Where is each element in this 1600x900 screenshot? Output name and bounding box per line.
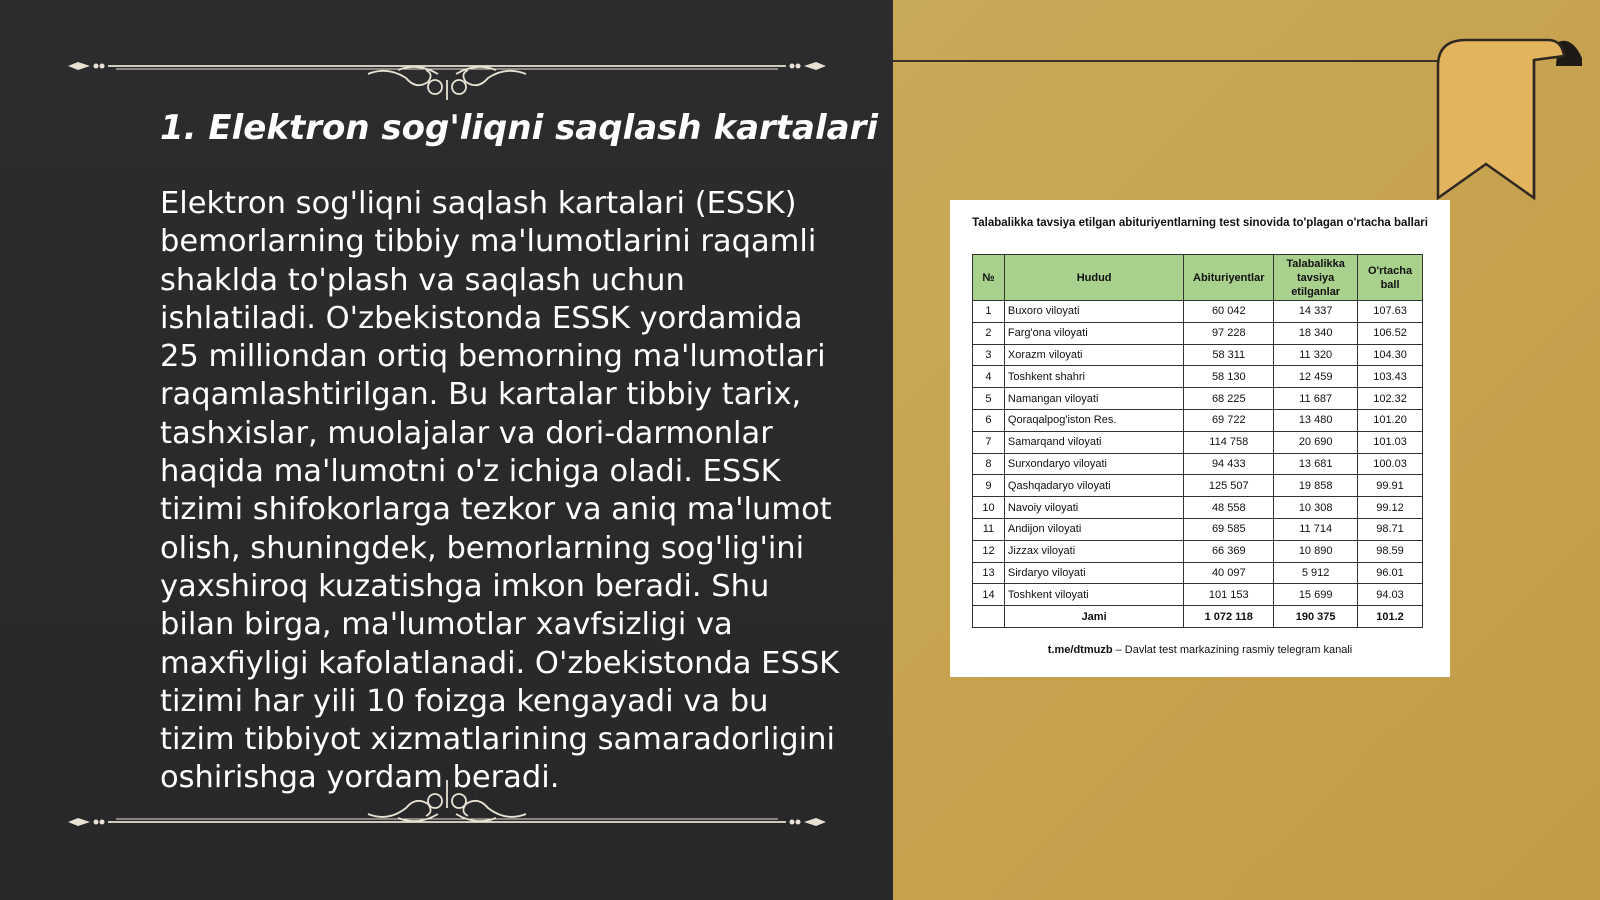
table-row bbox=[973, 409, 1423, 431]
telegram-link[interactable]: t.me/dtmuzb bbox=[1047, 644, 1113, 656]
table-cell: 98.71 bbox=[1358, 518, 1423, 540]
col-header-applicants: Abituriyentlar bbox=[1184, 255, 1274, 301]
table-cell: 60 042 bbox=[1184, 301, 1274, 323]
table-cell: 14 337 bbox=[1274, 301, 1358, 323]
col-header-region: Hudud bbox=[1004, 255, 1183, 301]
table-cell: 104.30 bbox=[1358, 344, 1423, 366]
table-row bbox=[973, 366, 1423, 388]
table-cell: Qoraqalpog'iston Res. bbox=[1004, 409, 1183, 431]
table-cell: Andijon viloyati bbox=[1004, 518, 1183, 540]
table-cell: 101 153 bbox=[1184, 584, 1274, 606]
table-cell: 69 585 bbox=[1184, 518, 1274, 540]
table-cell: 99.12 bbox=[1358, 497, 1423, 519]
total-cell: 1 072 118 bbox=[1184, 606, 1274, 628]
table-cell: 40 097 bbox=[1184, 562, 1274, 584]
table-cell: Toshkent shahri bbox=[1004, 366, 1183, 388]
table-cell: 11 687 bbox=[1274, 388, 1358, 410]
col-header-number: № bbox=[973, 255, 1005, 301]
table-cell: 5 bbox=[973, 388, 1005, 410]
total-cell bbox=[973, 606, 1005, 628]
table-cell: Toshkent viloyati bbox=[1004, 584, 1183, 606]
col-header-average: O'rtacha ball bbox=[1358, 255, 1423, 301]
table-cell: 7 bbox=[973, 431, 1005, 453]
table-cell: 1 bbox=[973, 301, 1005, 323]
table-cell: Samarqand viloyati bbox=[1004, 431, 1183, 453]
table-cell: 101.03 bbox=[1358, 431, 1423, 453]
table-row bbox=[973, 540, 1423, 562]
table-cell: Jizzax viloyati bbox=[1004, 540, 1183, 562]
table-cell: 96.01 bbox=[1358, 562, 1423, 584]
table-cell: 2 bbox=[973, 322, 1005, 344]
col-header-recommended: Talabalikka tavsiya etilganlar bbox=[1274, 255, 1358, 301]
table-cell: 10 890 bbox=[1274, 540, 1358, 562]
table-cell: 103.43 bbox=[1358, 366, 1423, 388]
table-cell: 94 433 bbox=[1184, 453, 1274, 475]
table-cell: 19 858 bbox=[1274, 475, 1358, 497]
table-cell: 101.20 bbox=[1358, 409, 1423, 431]
table-cell: 99.91 bbox=[1358, 475, 1423, 497]
table-cell: 58 311 bbox=[1184, 344, 1274, 366]
table-title: Talabalikka tavsiya etilgan abituriyentlarning test sinovida to'plagan o'rtacha ballari bbox=[972, 217, 1428, 229]
table-cell: 106.52 bbox=[1358, 322, 1423, 344]
table-row bbox=[973, 475, 1423, 497]
table-cell: 6 bbox=[973, 409, 1005, 431]
table-cell: 94.03 bbox=[1358, 584, 1423, 606]
table-cell: 18 340 bbox=[1274, 322, 1358, 344]
table-cell: 107.63 bbox=[1358, 301, 1423, 323]
table-cell: 114 758 bbox=[1184, 431, 1274, 453]
table-cell: 9 bbox=[973, 475, 1005, 497]
ornament-divider-top bbox=[68, 40, 826, 100]
table-row bbox=[973, 518, 1423, 540]
table-row bbox=[973, 584, 1423, 606]
table-cell: 3 bbox=[973, 344, 1005, 366]
table-cell: 69 722 bbox=[1184, 409, 1274, 431]
table-cell: 14 bbox=[973, 584, 1005, 606]
table-cell: 100.03 bbox=[1358, 453, 1423, 475]
table-total-row bbox=[973, 606, 1423, 628]
table-cell: 11 320 bbox=[1274, 344, 1358, 366]
table-cell: Namangan viloyati bbox=[1004, 388, 1183, 410]
table-cell: 13 bbox=[973, 562, 1005, 584]
table-cell: Sirdaryo viloyati bbox=[1004, 562, 1183, 584]
table-cell: 98.59 bbox=[1358, 540, 1423, 562]
table-row bbox=[973, 344, 1423, 366]
table-cell: Navoiy viloyati bbox=[1004, 497, 1183, 519]
results-table bbox=[972, 254, 1423, 628]
table-cell: 13 480 bbox=[1274, 409, 1358, 431]
table-footer bbox=[950, 644, 1450, 656]
table-cell: 48 558 bbox=[1184, 497, 1274, 519]
table-cell: 11 714 bbox=[1274, 518, 1358, 540]
table-cell: 20 690 bbox=[1274, 431, 1358, 453]
table-cell: 8 bbox=[973, 453, 1005, 475]
table-cell: 125 507 bbox=[1184, 475, 1274, 497]
table-row bbox=[973, 497, 1423, 519]
table-cell: 102.32 bbox=[1358, 388, 1423, 410]
slide-body-text: Elektron sog'liqni saqlash kartalari (ESSK) bemorlarning tibbiy ma'lumotlarini raqamli shaklda to'plash va saqlash uchun ishlatiladi. O'zbekistonda ESSK yordamida 25 milliondan ortiq bemorning ma'lumotlari raqamlashtirilgan. Bu kartalar tibbiy tarix, tashxislar, muolajalar va dori-darmonlar haqida ma'lumotni o'z ichiga oladi. ESSK tizimi shifokorlarga tezkor va aniq ma'lumot olish, shuningdek, bemorlarning sog'lig'ini yaxshiroq kuzatishga imkon beradi. Shu bilan birga, ma'lumotlar xavfsizligi va maxfiyligi kafolatlanadi. O'zbekistonda ESSK tizimi har yili 10 foizga kengayadi va bu tizim tibbiyot xizmatlarining samaradorligini oshirishga yordam beradi. bbox=[160, 186, 840, 796]
bookmark-ribbon-icon bbox=[1436, 36, 1586, 201]
horizontal-rule bbox=[893, 60, 1438, 62]
table-cell: 10 bbox=[973, 497, 1005, 519]
table-cell: 15 699 bbox=[1274, 584, 1358, 606]
table-row bbox=[973, 562, 1423, 584]
table-cell: 12 459 bbox=[1274, 366, 1358, 388]
table-cell: Surxondaryo viloyati bbox=[1004, 453, 1183, 475]
table-cell: 68 225 bbox=[1184, 388, 1274, 410]
table-row bbox=[973, 388, 1423, 410]
table-cell: 97 228 bbox=[1184, 322, 1274, 344]
table-row bbox=[973, 301, 1423, 323]
slide-title: 1. Elektron sog'liqni saqlash kartalari bbox=[160, 108, 879, 148]
total-cell: Jami bbox=[1004, 606, 1183, 628]
table-cell: Farg'ona viloyati bbox=[1004, 322, 1183, 344]
table-header-row bbox=[973, 255, 1423, 301]
table-cell: 11 bbox=[973, 518, 1005, 540]
table-cell: Qashqadaryo viloyati bbox=[1004, 475, 1183, 497]
table-cell: Xorazm viloyati bbox=[1004, 344, 1183, 366]
table-row bbox=[973, 453, 1423, 475]
total-cell: 190 375 bbox=[1274, 606, 1358, 628]
table-cell: Buxoro viloyati bbox=[1004, 301, 1183, 323]
table-cell: 58 130 bbox=[1184, 366, 1274, 388]
table-cell: 5 912 bbox=[1274, 562, 1358, 584]
table-row bbox=[973, 322, 1423, 344]
table-cell: 13 681 bbox=[1274, 453, 1358, 475]
table-row bbox=[973, 431, 1423, 453]
table-cell: 10 308 bbox=[1274, 497, 1358, 519]
footer-text: – Davlat test markazining rasmiy telegram kanali bbox=[1112, 644, 1353, 656]
table-cell: 66 369 bbox=[1184, 540, 1274, 562]
table-cell: 4 bbox=[973, 366, 1005, 388]
table-image bbox=[950, 200, 1450, 677]
total-cell: 101.2 bbox=[1358, 606, 1423, 628]
table-cell: 12 bbox=[973, 540, 1005, 562]
